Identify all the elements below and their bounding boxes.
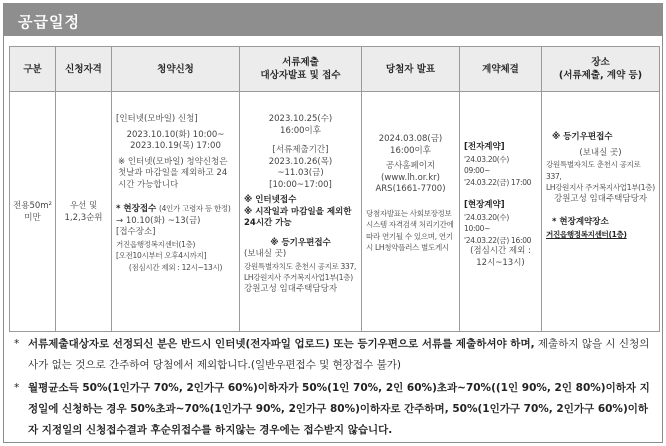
place-onsite-place: 거진읍행정복지센터(1층)	[546, 229, 627, 239]
apply-onsite-hours: [오전10시부터 오후4시까지]	[116, 251, 207, 260]
winner-ars: ARS(1661-7700)	[375, 184, 446, 194]
docs-period-start: 2023.10.26(목)	[268, 156, 333, 167]
contract-f-title: [현장계약]	[464, 200, 505, 210]
apply-online-start: 2023.10.10(화) 10:00~	[126, 129, 225, 140]
qualification-text: 우선 및 1,2,3순위	[64, 200, 103, 223]
apply-online-note: ※ 인터넷(모바일) 청약신청은 첫날과 마감일을 제외하고 24시간 가능합니다	[118, 156, 228, 190]
docs-announce-date: 2023.10.25(수)	[268, 114, 333, 124]
cell-qualification	[56, 92, 112, 332]
cell-category	[10, 92, 56, 332]
place-post-addr1: 강원특별자치도 춘천시 공지로 337,	[546, 160, 641, 181]
col-header-winner: 당첨자 발표	[362, 47, 460, 92]
cell-place	[542, 92, 660, 332]
docs-announce-time: 16:00이후	[280, 125, 321, 136]
cell-apply	[112, 92, 240, 332]
winner-time: 16:00이후	[390, 145, 431, 156]
docs-post-to: (보내실 곳)	[244, 249, 287, 259]
place-post-title: ※ 등기우편접수	[552, 132, 613, 142]
place-post-addr3: 강원고성 임대주택담당자	[553, 193, 648, 204]
apply-onsite-limit: (4인가 고령자 등 한정)	[158, 204, 231, 213]
winner-date: 2024.03.08(금)	[378, 134, 443, 144]
apply-online-end: 2023.10.19(목) 17:00	[130, 141, 221, 151]
note-bullet: *	[14, 338, 20, 350]
note2-bold-text: 월평균소득 50%(1인가구 70%, 2인가구 60%)이하자가 50%(1인 70%, 2인 60%)초과~70%((1인 90%, 2인 80%)이하자 지정일에 신청하는 경우 50%초과~70%(1인가구 90%, 2인가구 80%)이하자로 간주하며, 50%(1인가구 70%, 2인가구 60%)이하자 지정일의 신청접수결과 후순위접수를 하지않는 경우에는 접수받지 않습니다.	[28, 382, 650, 436]
winner-site-url: (www.lh.or.kr)	[381, 172, 440, 183]
supply-schedule-panel	[3, 3, 663, 443]
cell-contract	[460, 92, 542, 332]
contract-f-end: '24.03.22(금) 16:00	[464, 235, 532, 245]
contract-f-lunch2: 12시~13시)	[476, 257, 525, 268]
col-header-place: 장소 (서류제출, 계약 등)	[542, 47, 660, 92]
col-header-apply: 청약신청	[112, 47, 240, 92]
place-post-to: (보내실 곳)	[579, 147, 622, 158]
docs-post-addr1: 강원특별자치도 춘천시 공지로 337,	[244, 261, 357, 271]
docs-post-addr3: 강원고성 임대주택담당자	[244, 283, 338, 294]
col-header-docs: 서류제출 대상자발표 및 접수	[240, 47, 362, 92]
place-onsite-title: * 현장계약장소	[552, 217, 609, 227]
apply-onsite-lunch: (점심시간 제외 : 12시~13시)	[128, 262, 223, 272]
docs-post-title: ※ 등기우편접수	[270, 237, 331, 248]
schedule-table	[9, 46, 660, 332]
apply-onsite-dates: → 10.10(화) ~13(금)	[116, 215, 201, 226]
cell-docs	[240, 92, 362, 332]
note1-rest-text: 제출하지 않을 시 신청의사가 없는 것으로 간주하여 당첨에서 제외합니다.(일반우편접수 및 현장접수 불가)	[28, 338, 650, 371]
docs-period-label: [서류제출기간]	[272, 145, 329, 155]
apply-online-title: [인터넷(모바일) 신청]	[116, 114, 198, 124]
docs-period-time: [10:00~17:00]	[269, 179, 332, 190]
apply-onsite-title: * 현장접수	[116, 204, 157, 214]
cell-winner	[362, 92, 460, 332]
docs-online-title: ※ 인터넷접수	[244, 195, 297, 205]
contract-f-start: '24.03.20(수) 10:00~	[464, 212, 509, 233]
docs-period-end: ~11.03(금)	[277, 168, 324, 178]
table-header-row	[10, 47, 660, 92]
note-docs-submission	[14, 334, 654, 376]
place-post-addr2: LH강원지사 주거복지사업1부(1층)	[546, 183, 655, 192]
contract-e-title: [전자계약]	[464, 142, 505, 152]
contract-e-end: '24.03.22(금) 17:00	[464, 177, 532, 187]
category-text: 전용50m² 미만	[13, 200, 52, 223]
apply-onsite-place-label: [접수장소]	[116, 227, 156, 237]
note-income-criteria	[14, 378, 654, 441]
notes	[14, 334, 654, 441]
winner-note: 당첨자발표는 사회보장정보시스템 자격검색 처리기간에 따라 연기될 수 있으며, 연기 시 LH청약플러스 별도게시	[366, 208, 454, 252]
col-header-qualification: 신청자격	[56, 47, 112, 92]
contract-f-lunch1: (점심시간 제외 :	[470, 246, 531, 256]
table-row	[10, 92, 660, 332]
contract-e-start: '24.03.20(수) 09:00~	[464, 154, 509, 175]
section-header	[4, 4, 662, 36]
note1-bold-text: 서류제출대상자로 선정되신 분은 반드시 인터넷(전자파일 업로드) 또는 등기우편으로 서류를 제출하셔야 하며,	[28, 338, 535, 350]
note-bullet: *	[14, 382, 20, 394]
docs-online-note: ※ 시작일과 마감일을 제외한 24시간 가능	[244, 206, 352, 228]
col-header-contract: 계약체결	[460, 47, 542, 92]
winner-site-label: 공사홈페이지	[385, 161, 436, 171]
col-header-category: 구분	[10, 47, 56, 92]
section-title: 공급일정	[18, 13, 80, 31]
apply-onsite-place: 거진읍행정복지센터(1층)	[116, 239, 196, 249]
docs-post-addr2: LH강원지사 주거복지사업1부(1층)	[244, 273, 353, 282]
